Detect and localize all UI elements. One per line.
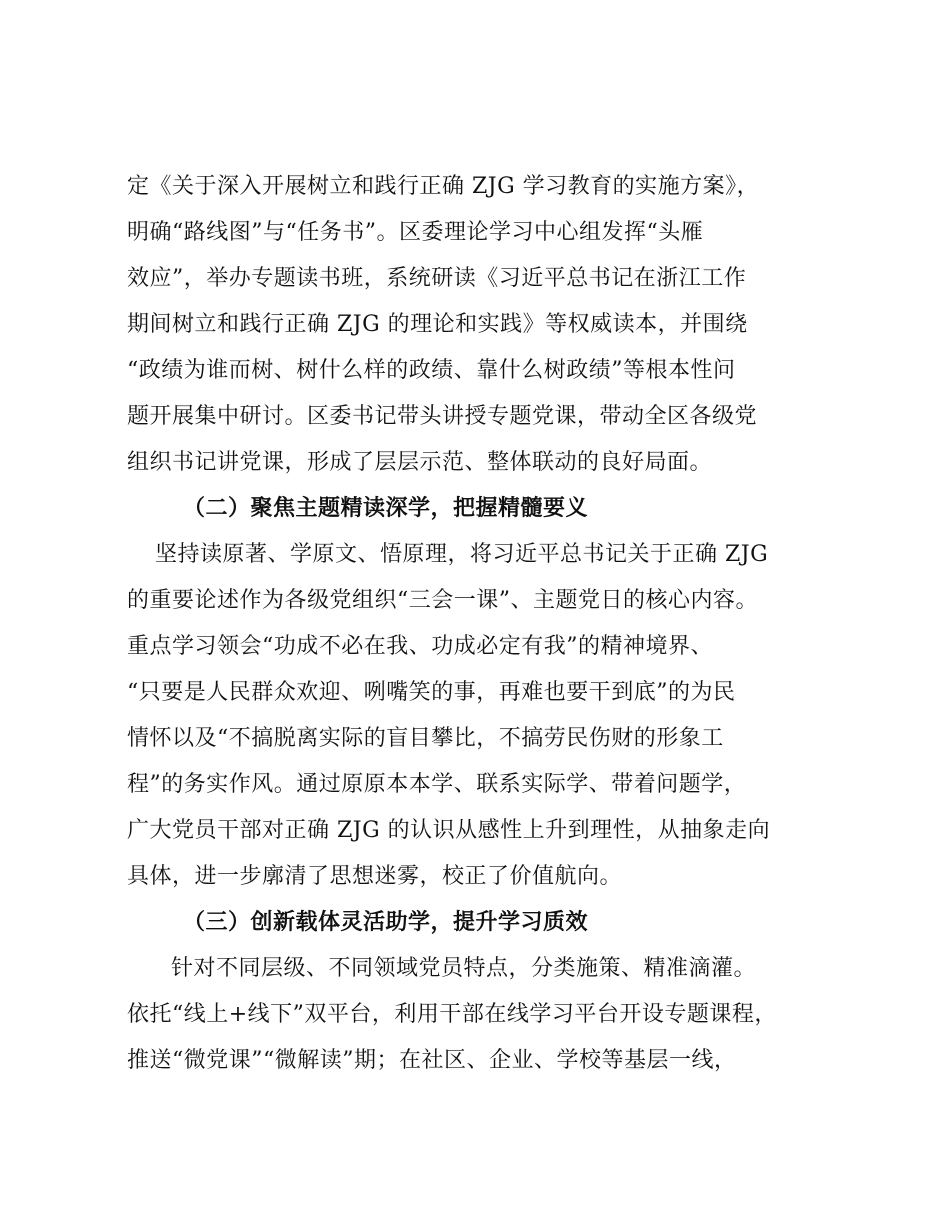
paragraph-line: 依托“线上+线下”双平台，利用干部在线学习平台开设专题课程， xyxy=(127,1002,777,1027)
paragraph-line: 的重要论述作为各级党组织“三会一课”、主题党日的核心内容。 xyxy=(127,588,758,613)
paragraph-line: 程”的务实作风。通过原原本本学、联系实际学、带着问题学， xyxy=(127,772,747,797)
paragraph-line: 重点学习领会“功成不必在我、功成必定有我”的精神境界、 xyxy=(127,634,713,659)
paragraph-line: 定《关于深入开展树立和践行正确 ZJG 学习教育的实施方案》， xyxy=(127,174,760,199)
paragraph-line: “只要是人民群众欢迎、咧嘴笑的事，再难也要干到底”的为民 xyxy=(127,680,736,705)
paragraph-line: 具体，进一步廓清了思想迷雾，校正了价值航向。 xyxy=(127,864,623,889)
section-heading-2: （二）聚焦主题精读深学，把握精髓要义 xyxy=(183,496,589,521)
section-heading-3: （三）创新载体灵活助学，提升学习质效 xyxy=(183,910,589,935)
paragraph-line: 明确“路线图”与“任务书”。区委理论学习中心组发挥“头雁 xyxy=(127,220,704,245)
paragraph-line: 题开展集中研讨。区委书记带头讲授专题党课，带动全区各级党 xyxy=(127,404,758,429)
paragraph-line: 组织书记讲党课，形成了层层示范、整体联动的良好局面。 xyxy=(127,450,713,475)
paragraph-line: 期间树立和践行正确 ZJG 的理论和实践》等权威读本，并围绕 xyxy=(127,312,748,337)
paragraph-line: 效应”，举办专题读书班，系统研读《习近平总书记在浙江工作 xyxy=(127,266,747,291)
paragraph-line: “政绩为谁而树、树什么样的政绩、靠什么树政绩”等根本性问 xyxy=(127,358,736,383)
paragraph-line: 推送“微党课”“微解读”期；在社区、企业、学校等基层一线， xyxy=(127,1048,737,1073)
paragraph-line: 广大党员干部对正确 ZJG 的认识从感性上升到理性，从抽象走向 xyxy=(127,818,771,843)
paragraph-line: 针对不同层级、不同领域党员特点，分类施策、精准滴灌。 xyxy=(171,956,757,981)
paragraph-line: 坚持读原著、学原文、悟原理，将习近平总书记关于正确 ZJG xyxy=(155,542,769,567)
paragraph-line: 情怀以及“不搞脱离实际的盲目攀比，不搞劳民伤财的形象工 xyxy=(127,726,724,751)
